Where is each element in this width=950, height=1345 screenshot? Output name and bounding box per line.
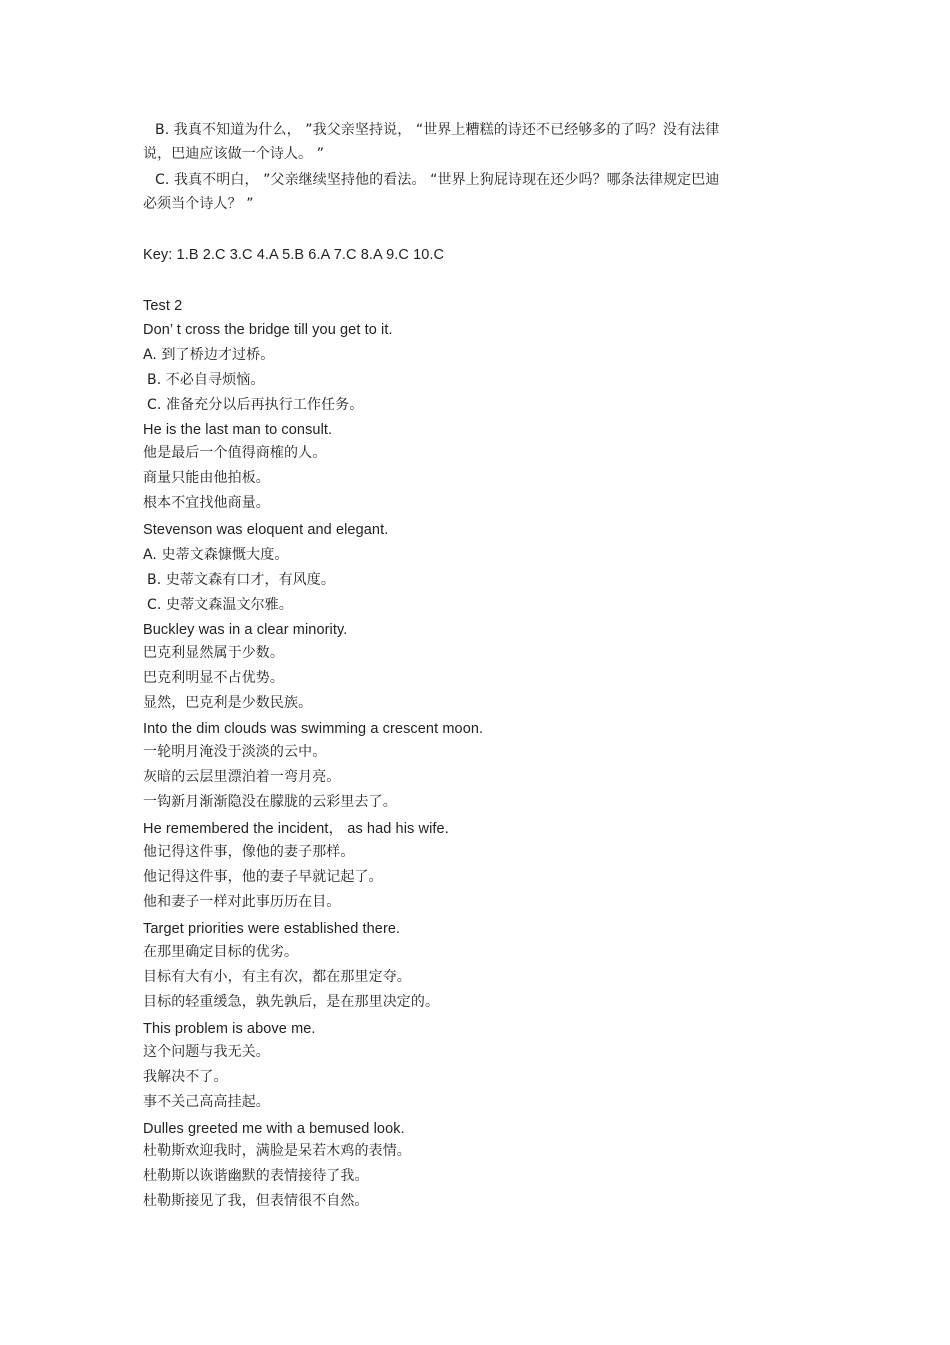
option-c-line-2: 必须当个诗人？ ” — [143, 196, 254, 212]
item-option: 一钩新月渐渐隐没在朦胧的云彩里去了。 — [143, 794, 397, 810]
item-prompt: Into the dim clouds was swimming a crescent moon. — [143, 721, 484, 737]
item-option: 在那里确定目标的优劣。 — [143, 944, 299, 960]
item-option: 巴克利明显不占优势。 — [143, 670, 284, 686]
item-option: 灰暗的云层里漂泊着一弯月亮。 — [143, 769, 341, 785]
answer-key: Key: 1.B 2.C 3.C 4.A 5.B 6.A 7.C 8.A 9.C 10.C — [143, 247, 445, 263]
item-option: 巴克利显然属于少数。 — [143, 645, 284, 661]
item-option: 杜勒斯欢迎我时，满脸是呆若木鸡的表情。 — [143, 1143, 411, 1159]
item-option: 这个问题与我无关。 — [143, 1044, 270, 1060]
item-option: 他和妻子一样对此事历历在目。 — [143, 894, 341, 910]
item-option: 他是最后一个值得商榷的人。 — [143, 445, 327, 461]
item-option: 杜勒斯以诙谐幽默的表情接待了我。 — [143, 1168, 369, 1184]
item-option: C. 史蒂文森温文尔雅。 — [147, 597, 293, 613]
item-option: 杜勒斯接见了我，但表情很不自然。 — [143, 1193, 369, 1209]
item-option: B. 史蒂文森有口才，有风度。 — [147, 572, 336, 588]
item-prompt: Target priorities were established there. — [143, 921, 401, 937]
item-option: 事不关己高高挂起。 — [143, 1094, 270, 1110]
item-prompt: Dulles greeted me with a bemused look. — [143, 1121, 405, 1137]
item-option: A. 到了桥边才过桥。 — [143, 347, 275, 363]
item-option: B. 不必自寻烦恼。 — [147, 372, 265, 388]
item-prompt: This problem is above me. — [143, 1021, 316, 1037]
item-option: 目标有大有小，有主有次，都在那里定夺。 — [143, 969, 411, 985]
item-prompt: Stevenson was eloquent and elegant. — [143, 522, 389, 538]
item-option: A. 史蒂文森慷慨大度。 — [143, 547, 289, 563]
item-option: C. 准备充分以后再执行工作任务。 — [147, 397, 364, 413]
test-title: Test 2 — [143, 298, 183, 314]
item-prompt: He remembered the incident， as had his wife. — [143, 821, 449, 837]
item-prompt: Don’ t cross the bridge till you get to it. — [143, 322, 393, 338]
option-c-line-1: C. 我真不明白， ”父亲继续坚持他的看法。 “世界上狗屁诗现在还少吗？哪条法律规定巴迪 — [155, 172, 720, 188]
item-option: 显然，巴克利是少数民族。 — [143, 695, 313, 711]
item-prompt: Buckley was in a clear minority. — [143, 622, 348, 638]
item-option: 根本不宜找他商量。 — [143, 495, 270, 511]
option-b-line-2: 说，巴迪应该做一个诗人。 ” — [143, 146, 325, 162]
item-option: 商量只能由他拍板。 — [143, 470, 270, 486]
option-b-line-1: B. 我真不知道为什么， ”我父亲坚持说， “世界上糟糕的诗还不已经够多的了吗？没有法律 — [155, 122, 720, 138]
item-option: 他记得这件事，他的妻子早就记起了。 — [143, 869, 383, 885]
item-prompt: He is the last man to consult. — [143, 422, 333, 438]
item-option: 他记得这件事，像他的妻子那样。 — [143, 844, 355, 860]
item-option: 我解决不了。 — [143, 1069, 228, 1085]
item-option: 一轮明月淹没于淡淡的云中。 — [143, 744, 327, 760]
item-option: 目标的轻重缓急，孰先孰后，是在那里决定的。 — [143, 994, 440, 1010]
